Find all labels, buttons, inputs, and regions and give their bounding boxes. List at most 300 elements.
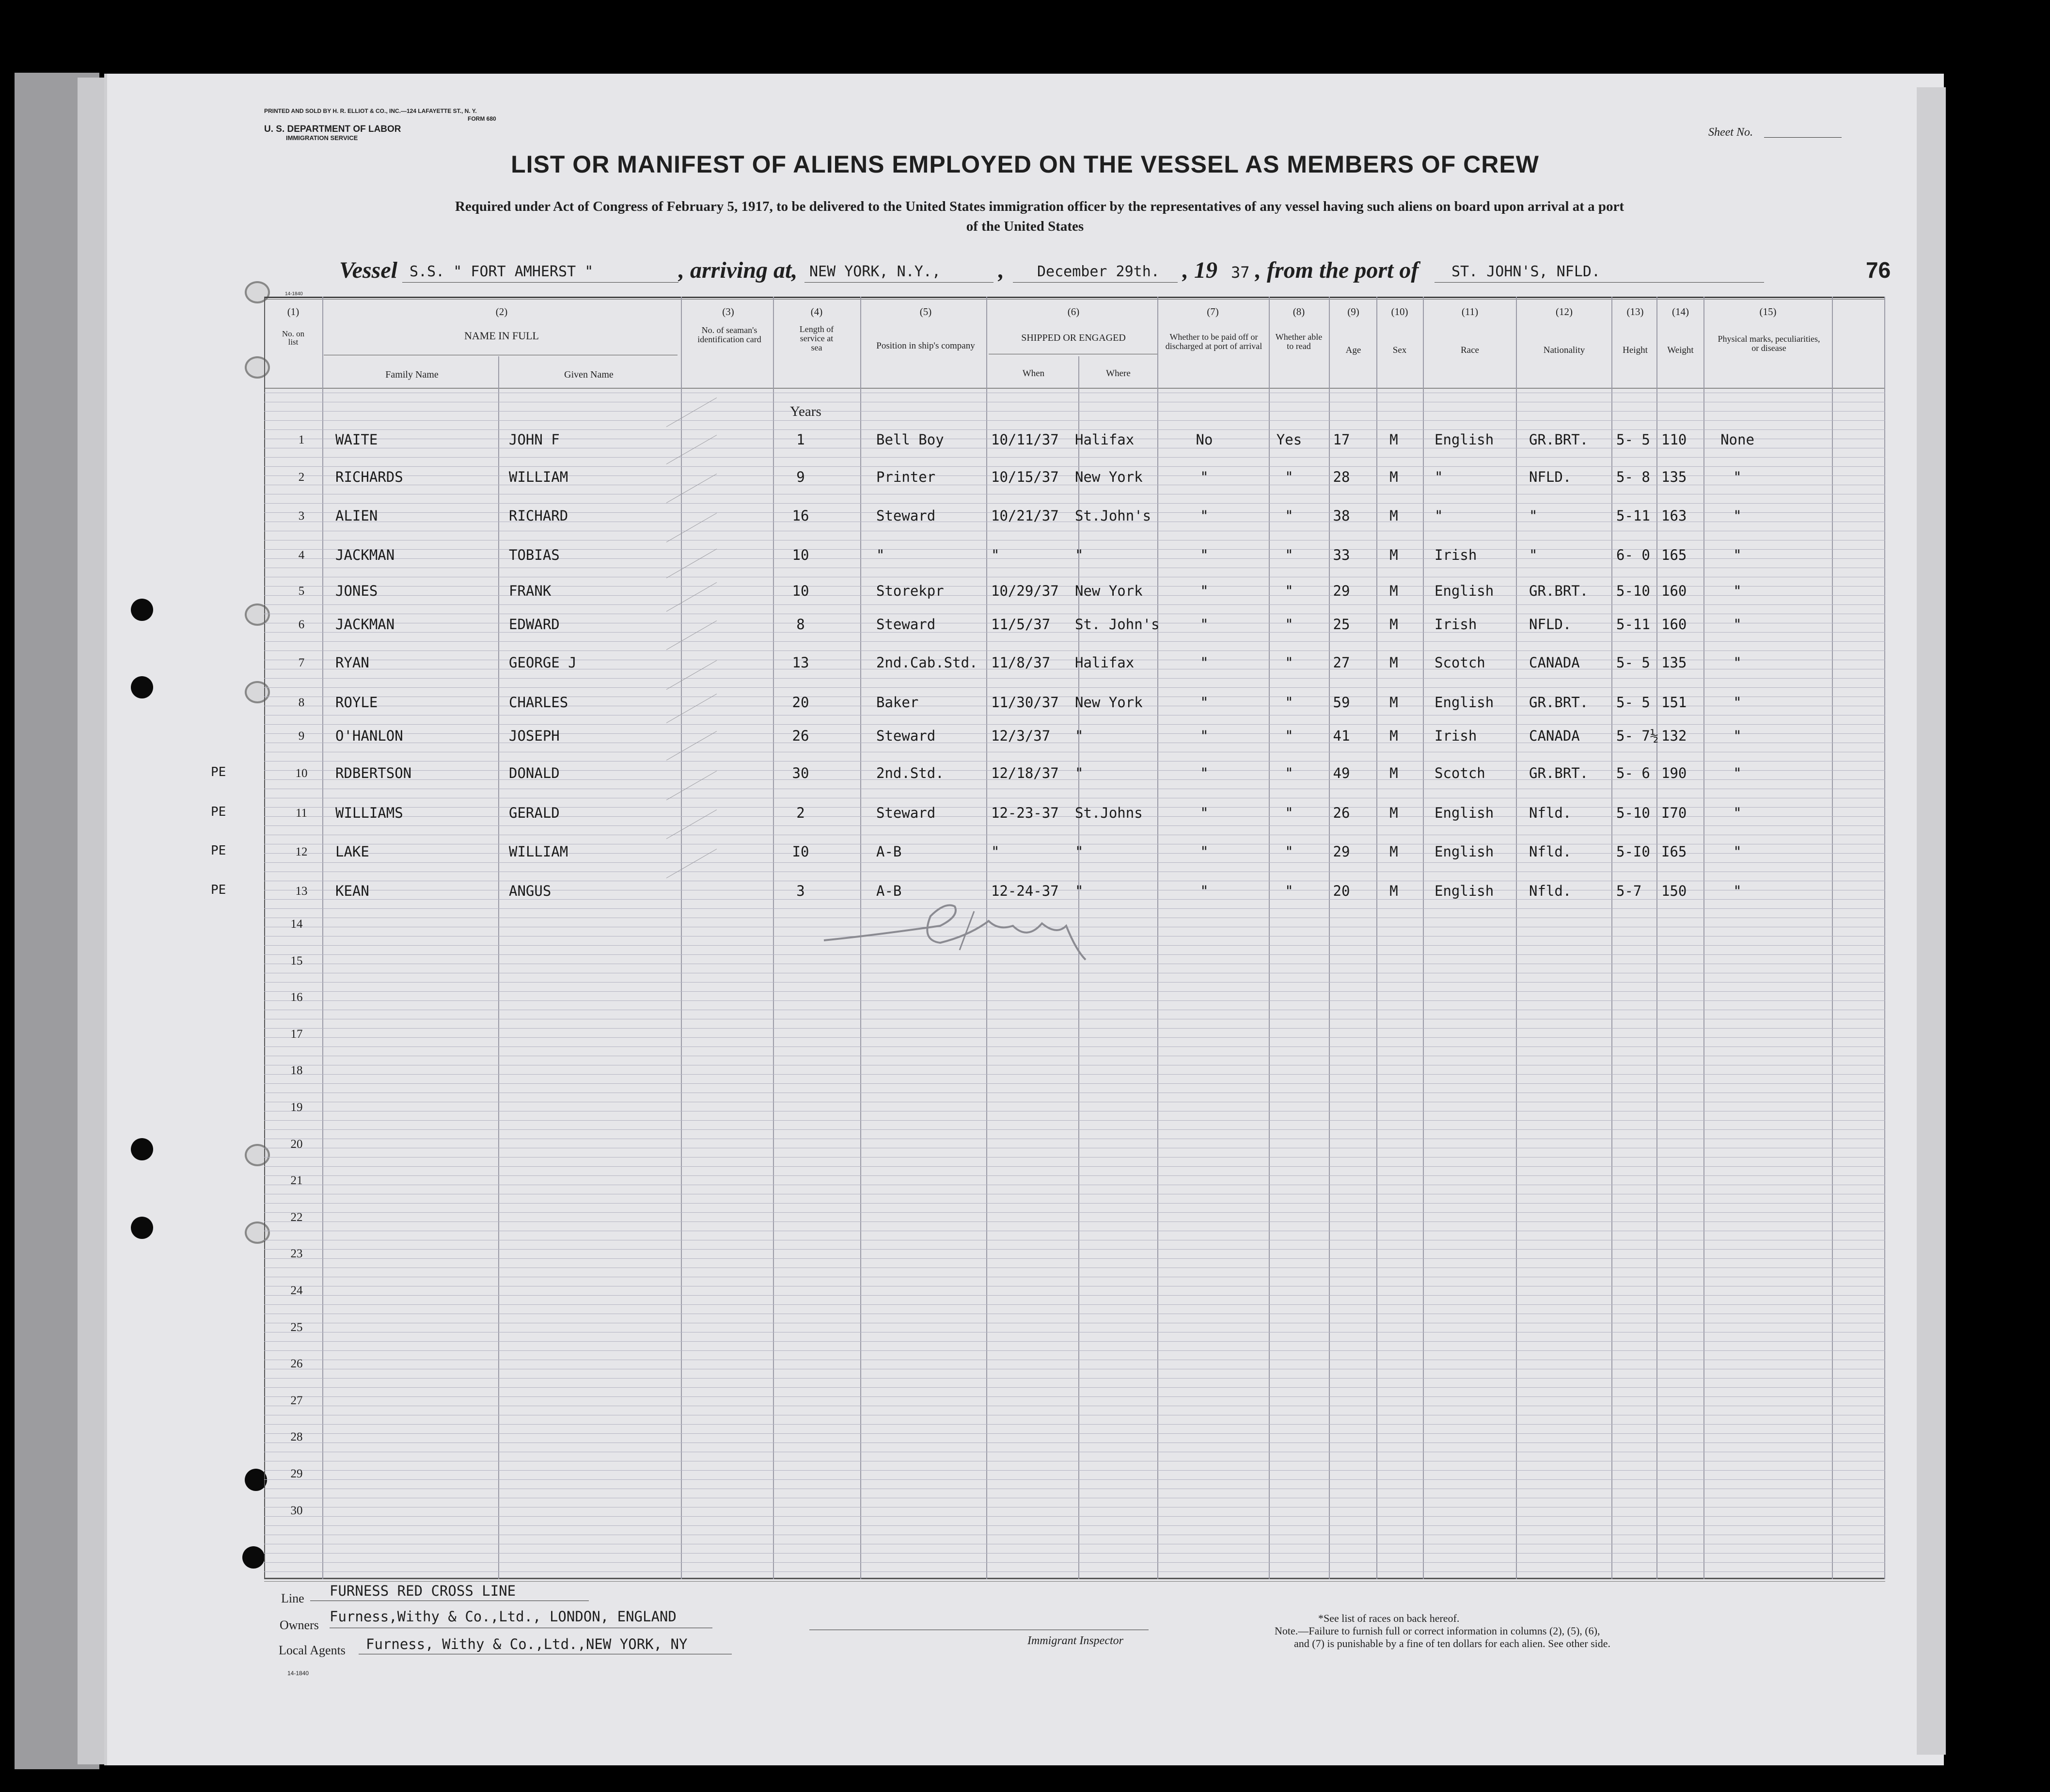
shipped-when: 10/15/37 bbox=[991, 469, 1059, 485]
ruled-line bbox=[264, 1000, 1885, 1001]
ruled-line bbox=[264, 457, 1885, 458]
shipped-when: 11/8/37 bbox=[991, 654, 1051, 671]
arrival-date: December 29th. bbox=[1037, 263, 1160, 280]
col-7-number: (7) bbox=[1207, 306, 1219, 317]
shipped-where: New York bbox=[1075, 469, 1143, 485]
ruled-line bbox=[264, 1166, 1885, 1167]
paid-off: " bbox=[1200, 765, 1209, 781]
table-top-border bbox=[264, 297, 1885, 298]
ruled-line bbox=[264, 1378, 1885, 1379]
ruled-line bbox=[264, 1304, 1885, 1305]
port-underline bbox=[1435, 282, 1764, 283]
col-4-number: (4) bbox=[810, 306, 823, 317]
given-name: DONALD bbox=[509, 765, 560, 781]
weight: 160 bbox=[1661, 616, 1687, 633]
col-9-number: (9) bbox=[1347, 306, 1359, 317]
height: 5- 5 bbox=[1616, 431, 1650, 448]
race: Scotch bbox=[1435, 654, 1485, 671]
arriving-port: NEW YORK, N.Y., bbox=[809, 263, 941, 280]
service-years: 8 bbox=[796, 616, 805, 633]
nationality: GR.BRT. bbox=[1529, 694, 1589, 711]
position: Printer bbox=[876, 469, 936, 485]
row-number: 4 bbox=[298, 549, 305, 562]
position: Steward bbox=[876, 616, 936, 633]
ruled-line bbox=[264, 687, 1885, 688]
shipped-when: 12-24-37 bbox=[991, 883, 1059, 899]
col-4-header: Length of service at sea bbox=[799, 324, 834, 352]
service-name: IMMIGRATION SERVICE bbox=[286, 134, 358, 142]
empty-row-number: 22 bbox=[290, 1211, 303, 1224]
ruled-line bbox=[264, 1037, 1885, 1038]
sex: M bbox=[1389, 694, 1398, 711]
ruled-line bbox=[264, 1341, 1885, 1342]
col-6-number: (6) bbox=[1067, 306, 1080, 317]
page-number: 76 bbox=[1866, 257, 1891, 283]
weight: 163 bbox=[1661, 507, 1687, 524]
sex: M bbox=[1389, 883, 1398, 899]
race: " bbox=[1435, 507, 1443, 524]
ruled-line bbox=[264, 1157, 1885, 1158]
weight: I70 bbox=[1661, 805, 1687, 821]
paid-off: " bbox=[1200, 507, 1209, 524]
col-2-family-header: Family Name bbox=[385, 369, 439, 380]
service-years: 30 bbox=[792, 765, 809, 781]
shipped-where: New York bbox=[1075, 694, 1143, 711]
age: 28 bbox=[1333, 469, 1350, 485]
able-to-read: " bbox=[1285, 843, 1293, 860]
weight: 110 bbox=[1661, 431, 1687, 448]
vessel-label: Vessel bbox=[339, 257, 397, 283]
nationality: GR.BRT. bbox=[1529, 765, 1589, 781]
col-10-header: Sex bbox=[1392, 345, 1407, 355]
arriving-label: , arriving at, bbox=[678, 257, 798, 283]
date-underline bbox=[1013, 282, 1178, 283]
comma: , bbox=[998, 257, 1004, 283]
arrival-underline bbox=[804, 282, 993, 283]
position: Baker bbox=[876, 694, 919, 711]
ruled-line bbox=[264, 825, 1885, 826]
owners-label: Owners bbox=[280, 1618, 319, 1632]
agents-label: Local Agents bbox=[279, 1643, 346, 1657]
able-to-read: " bbox=[1285, 805, 1293, 821]
able-to-read: " bbox=[1285, 654, 1293, 671]
paid-off: " bbox=[1200, 547, 1209, 563]
nationality: CANADA bbox=[1529, 728, 1580, 744]
height: 5- 5 bbox=[1616, 694, 1650, 711]
col-6-when-header: When bbox=[1022, 368, 1045, 379]
departure-port: ST. JOHN'S, NFLD. bbox=[1451, 263, 1601, 280]
position: A-B bbox=[876, 843, 902, 860]
shipped-when: " bbox=[991, 547, 1000, 563]
shipped-where: " bbox=[1075, 547, 1084, 563]
ruled-line bbox=[264, 1350, 1885, 1351]
nationality: " bbox=[1529, 547, 1538, 563]
col-6-where-header: Where bbox=[1106, 368, 1131, 379]
ruled-line bbox=[264, 678, 1885, 679]
empty-row-number: 25 bbox=[290, 1321, 303, 1334]
given-name: EDWARD bbox=[509, 616, 560, 633]
shipped-when: 11/5/37 bbox=[991, 616, 1051, 633]
ruled-line bbox=[264, 1129, 1885, 1130]
family-name: JACKMAN bbox=[335, 547, 395, 563]
ruled-line bbox=[264, 982, 1885, 983]
shipped-where: " bbox=[1075, 883, 1084, 899]
height: 5-I0 bbox=[1616, 843, 1650, 860]
position: A-B bbox=[876, 883, 902, 899]
age: 27 bbox=[1333, 654, 1350, 671]
empty-row-number: 27 bbox=[290, 1394, 303, 1407]
row-mark: PE bbox=[211, 805, 226, 819]
sex: M bbox=[1389, 583, 1398, 599]
nationality: GR.BRT. bbox=[1529, 431, 1589, 448]
ruled-line bbox=[264, 991, 1885, 992]
binder-hole bbox=[131, 599, 153, 621]
age: 33 bbox=[1333, 547, 1350, 563]
service-years: I0 bbox=[792, 843, 809, 860]
empty-row-number: 26 bbox=[290, 1357, 303, 1370]
col-3-header: No. of seaman's identification card bbox=[697, 325, 761, 344]
empty-row-number: 24 bbox=[290, 1284, 303, 1297]
nationality: Nfld. bbox=[1529, 805, 1572, 821]
col-8-header: Whether able to read bbox=[1275, 332, 1323, 351]
race: English bbox=[1435, 694, 1494, 711]
physical-marks: " bbox=[1733, 728, 1742, 744]
row-number: 6 bbox=[298, 618, 305, 631]
height: 5-11 bbox=[1616, 507, 1650, 524]
height: 5- 8 bbox=[1616, 469, 1650, 485]
row-number: 2 bbox=[298, 471, 305, 484]
col-6-header: SHIPPED OR ENGAGED bbox=[1021, 333, 1126, 343]
given-name: GEORGE J bbox=[509, 654, 577, 671]
able-to-read: " bbox=[1285, 616, 1293, 633]
weight: 150 bbox=[1661, 883, 1687, 899]
ruled-line bbox=[264, 1562, 1885, 1563]
shipped-where: St. John's bbox=[1075, 616, 1160, 633]
shipped-where: " bbox=[1075, 765, 1084, 781]
able-to-read: " bbox=[1285, 507, 1293, 524]
col-2-given-header: Given Name bbox=[564, 369, 614, 380]
able-to-read: " bbox=[1285, 883, 1293, 899]
ruled-line bbox=[264, 1396, 1885, 1397]
weight: I65 bbox=[1661, 843, 1687, 860]
age: 17 bbox=[1333, 431, 1350, 448]
col-1-header: No. on list bbox=[282, 329, 305, 347]
shipped-when: " bbox=[991, 843, 1000, 860]
col-5-number: (5) bbox=[919, 306, 932, 317]
age: 59 bbox=[1333, 694, 1350, 711]
shipped-where: Halifax bbox=[1075, 431, 1135, 448]
col-14-number: (14) bbox=[1672, 306, 1689, 317]
shipped-when: 11/30/37 bbox=[991, 694, 1059, 711]
position: Storekpr bbox=[876, 583, 944, 599]
service-years: 9 bbox=[796, 469, 805, 485]
sex: M bbox=[1389, 728, 1398, 744]
weight: 135 bbox=[1661, 469, 1687, 485]
position: 2nd.Std. bbox=[876, 765, 944, 781]
family-name: KEAN bbox=[335, 883, 369, 899]
shipped-where: St.John's bbox=[1075, 507, 1151, 524]
race: " bbox=[1435, 469, 1443, 485]
position: Steward bbox=[876, 507, 936, 524]
position: 2nd.Cab.Std. bbox=[876, 654, 978, 671]
vessel-name: S.S. " FORT AMHERST " bbox=[410, 263, 594, 280]
col-3-number: (3) bbox=[722, 306, 734, 317]
paid-off: " bbox=[1200, 616, 1209, 633]
family-name: WILLIAMS bbox=[335, 805, 403, 821]
col-11-number: (11) bbox=[1461, 306, 1479, 317]
inspector-initials bbox=[814, 897, 1105, 974]
physical-marks: " bbox=[1733, 507, 1742, 524]
paid-off: " bbox=[1200, 883, 1209, 899]
row-number: 10 bbox=[295, 767, 308, 780]
height: 6- 0 bbox=[1616, 547, 1650, 563]
reinforced-hole bbox=[245, 356, 270, 379]
nationality: NFLD. bbox=[1529, 616, 1572, 633]
age: 25 bbox=[1333, 616, 1350, 633]
sex: M bbox=[1389, 765, 1398, 781]
line-value: FURNESS RED CROSS LINE bbox=[330, 1583, 516, 1599]
years-label: Years bbox=[790, 404, 821, 419]
table-top-border-2 bbox=[264, 299, 1885, 300]
ruled-line bbox=[264, 1516, 1885, 1517]
family-name: ROYLE bbox=[335, 694, 378, 711]
able-to-read: " bbox=[1285, 469, 1293, 485]
height: 5- 7½ bbox=[1616, 728, 1659, 744]
ruled-line bbox=[264, 1433, 1885, 1434]
col-11-header: Race bbox=[1461, 345, 1479, 355]
form-number: FORM 680 bbox=[468, 115, 496, 122]
nationality: Nfld. bbox=[1529, 843, 1572, 860]
manifest-subtitle: Required under Act of Congress of February 5, 1917, to be delivered to the United States immigration officer by the representatives of any vessel having such aliens on board upon arrival at a port bbox=[455, 199, 1624, 214]
paid-off: " bbox=[1200, 583, 1209, 599]
ruled-line bbox=[264, 1525, 1885, 1526]
empty-row-number: 23 bbox=[290, 1247, 303, 1260]
ruled-line bbox=[264, 429, 1885, 430]
family-name: RYAN bbox=[335, 654, 369, 671]
shipped-when: 12/3/37 bbox=[991, 728, 1051, 744]
ruled-line bbox=[264, 1479, 1885, 1480]
row-number: 8 bbox=[298, 696, 305, 709]
row-number: 7 bbox=[298, 656, 305, 669]
paid-off: " bbox=[1200, 469, 1209, 485]
physical-marks: " bbox=[1733, 583, 1742, 599]
physical-marks: " bbox=[1733, 843, 1742, 860]
sheet-number-label: Sheet No. bbox=[1708, 126, 1753, 139]
ruled-line bbox=[264, 641, 1885, 642]
height: 5-10 bbox=[1616, 583, 1650, 599]
col-1-number: (1) bbox=[287, 306, 300, 317]
family-name: JONES bbox=[335, 583, 378, 599]
able-to-read: " bbox=[1285, 694, 1293, 711]
col-13-number: (13) bbox=[1626, 306, 1644, 317]
service-years: 1 bbox=[796, 431, 805, 448]
shipped-where: St.Johns bbox=[1075, 805, 1143, 821]
given-name: RICHARD bbox=[509, 507, 568, 524]
sex: M bbox=[1389, 431, 1398, 448]
binder-hole bbox=[242, 1546, 265, 1569]
nationality: NFLD. bbox=[1529, 469, 1572, 485]
empty-row-number: 29 bbox=[290, 1467, 303, 1480]
age: 41 bbox=[1333, 728, 1350, 744]
family-name: O'HANLON bbox=[335, 728, 403, 744]
col-12-number: (12) bbox=[1556, 306, 1573, 317]
sex: M bbox=[1389, 616, 1398, 633]
printer-line: PRINTED AND SOLD BY H. R. ELLIOT & CO., INC.—124 LAFAYETTE ST., N. Y. bbox=[264, 108, 477, 114]
reinforced-hole bbox=[245, 281, 270, 303]
from-port-label: , from the port of bbox=[1255, 257, 1419, 283]
paid-off: " bbox=[1200, 843, 1209, 860]
nationality: GR.BRT. bbox=[1529, 583, 1589, 599]
ruled-line bbox=[264, 724, 1885, 725]
age: 29 bbox=[1333, 583, 1350, 599]
shipped-when: 10/29/37 bbox=[991, 583, 1059, 599]
empty-row-number: 15 bbox=[290, 954, 303, 967]
nationality: Nfld. bbox=[1529, 883, 1572, 899]
physical-marks: " bbox=[1733, 654, 1742, 671]
given-name: WILLIAM bbox=[509, 469, 568, 485]
col-5-header: Position in ship's company bbox=[876, 341, 975, 351]
race: English bbox=[1435, 843, 1494, 860]
age: 29 bbox=[1333, 843, 1350, 860]
weight: 135 bbox=[1661, 654, 1687, 671]
ruled-line bbox=[264, 1295, 1885, 1296]
service-years: 16 bbox=[792, 507, 809, 524]
given-name: CHARLES bbox=[509, 694, 568, 711]
empty-row-number: 30 bbox=[290, 1504, 303, 1517]
reinforced-hole bbox=[245, 1144, 270, 1166]
ruled-line bbox=[264, 1120, 1885, 1121]
year-suffix: 37 bbox=[1231, 263, 1250, 282]
col-15-header: Physical marks, peculiarities, or disease bbox=[1718, 334, 1820, 353]
manifest-title: LIST OR MANIFEST OF ALIENS EMPLOYED ON THE VESSEL AS MEMBERS OF CREW bbox=[511, 151, 1539, 178]
race: English bbox=[1435, 583, 1494, 599]
sex: M bbox=[1389, 469, 1398, 485]
footer-note-1: *See list of races on back hereof. bbox=[1318, 1612, 1460, 1624]
ruled-line bbox=[264, 1083, 1885, 1084]
footer-note-2: Note.—Failure to furnish full or correct information in columns (2), (5), (6), bbox=[1275, 1625, 1600, 1637]
right-page-edge bbox=[1917, 87, 1946, 1755]
footer-form-code: 14-1840 bbox=[287, 1670, 309, 1677]
race: English bbox=[1435, 431, 1494, 448]
given-name: FRANK bbox=[509, 583, 552, 599]
col-12-header: Nationality bbox=[1543, 345, 1585, 355]
sheet-number-line bbox=[1764, 137, 1842, 138]
position: " bbox=[876, 547, 885, 563]
sex: M bbox=[1389, 805, 1398, 821]
ruled-line bbox=[264, 1203, 1885, 1204]
year-prefix: , 19 bbox=[1183, 257, 1217, 283]
ruled-line bbox=[264, 1553, 1885, 1554]
ruled-line bbox=[264, 1028, 1885, 1029]
height: 5-7 bbox=[1616, 883, 1642, 899]
paid-off: " bbox=[1200, 694, 1209, 711]
age: 26 bbox=[1333, 805, 1350, 821]
ruled-line bbox=[264, 1212, 1885, 1213]
physical-marks: " bbox=[1733, 883, 1742, 899]
ruled-line bbox=[264, 1221, 1885, 1222]
col-2-number: (2) bbox=[495, 306, 508, 317]
service-years: 10 bbox=[792, 583, 809, 599]
header-bottom-border bbox=[264, 388, 1885, 389]
physical-marks: " bbox=[1733, 694, 1742, 711]
empty-row-number: 21 bbox=[290, 1174, 303, 1187]
ruled-line bbox=[264, 1258, 1885, 1259]
ruled-line bbox=[264, 411, 1885, 412]
table-bottom-border bbox=[264, 1578, 1885, 1579]
race: Irish bbox=[1435, 547, 1477, 563]
service-years: 26 bbox=[792, 728, 809, 744]
race: Scotch bbox=[1435, 765, 1485, 781]
nationality: CANADA bbox=[1529, 654, 1580, 671]
physical-marks: None bbox=[1720, 431, 1754, 448]
row-number: 9 bbox=[298, 729, 305, 743]
ruled-line bbox=[264, 604, 1885, 605]
row-mark: PE bbox=[211, 765, 226, 779]
sex: M bbox=[1389, 547, 1398, 563]
able-to-read: " bbox=[1285, 765, 1293, 781]
col-15-number: (15) bbox=[1759, 306, 1777, 317]
empty-row-number: 16 bbox=[290, 991, 303, 1004]
manifest-subtitle-2: of the United States bbox=[966, 219, 1084, 234]
empty-row-number: 20 bbox=[290, 1138, 303, 1151]
service-years: 10 bbox=[792, 547, 809, 563]
empty-row-number: 17 bbox=[290, 1028, 303, 1041]
row-mark: PE bbox=[211, 843, 226, 858]
col-2-header: NAME IN FULL bbox=[464, 330, 539, 342]
col-7-header: Whether to be paid off or discharged at port of arrival bbox=[1165, 332, 1262, 351]
able-to-read: Yes bbox=[1276, 431, 1302, 448]
family-name: ALIEN bbox=[335, 507, 378, 524]
ruled-line bbox=[264, 1470, 1885, 1471]
form-code: 14-1840 bbox=[285, 291, 303, 297]
height: 5-10 bbox=[1616, 805, 1650, 821]
owners-value: Furness,Withy & Co.,Ltd., LONDON, ENGLAND bbox=[330, 1608, 677, 1625]
weight: 132 bbox=[1661, 728, 1687, 744]
row-number: 5 bbox=[298, 585, 305, 598]
sex: M bbox=[1389, 507, 1398, 524]
shipped-where: Halifax bbox=[1075, 654, 1135, 671]
row-number: 12 bbox=[295, 845, 308, 858]
race: English bbox=[1435, 805, 1494, 821]
age: 38 bbox=[1333, 507, 1350, 524]
weight: 165 bbox=[1661, 547, 1687, 563]
col-14-header: Weight bbox=[1667, 345, 1694, 355]
age: 20 bbox=[1333, 883, 1350, 899]
family-name: LAKE bbox=[335, 843, 369, 860]
ruled-line bbox=[264, 1424, 1885, 1425]
row-mark: PE bbox=[211, 883, 226, 897]
agents-value: Furness, Withy & Co.,Ltd.,NEW YORK, NY bbox=[366, 1636, 688, 1652]
sex: M bbox=[1389, 654, 1398, 671]
shipped-when: 12-23-37 bbox=[991, 805, 1059, 821]
ruled-line bbox=[264, 1175, 1885, 1176]
binder-hole bbox=[131, 1217, 153, 1239]
given-name: TOBIAS bbox=[509, 547, 560, 563]
binder-hole bbox=[131, 676, 153, 698]
physical-marks: " bbox=[1733, 469, 1742, 485]
reinforced-hole bbox=[245, 1221, 270, 1244]
shipped-when: 12/18/37 bbox=[991, 765, 1059, 781]
physical-marks: " bbox=[1733, 616, 1742, 633]
shipped-when: 10/21/37 bbox=[991, 507, 1059, 524]
empty-row-number: 18 bbox=[290, 1064, 303, 1077]
height: 5- 5 bbox=[1616, 654, 1650, 671]
vessel-underline bbox=[402, 282, 678, 283]
empty-row-number: 14 bbox=[290, 918, 303, 931]
physical-marks: " bbox=[1733, 805, 1742, 821]
physical-marks: " bbox=[1733, 765, 1742, 781]
col-9-header: Age bbox=[1345, 345, 1361, 355]
